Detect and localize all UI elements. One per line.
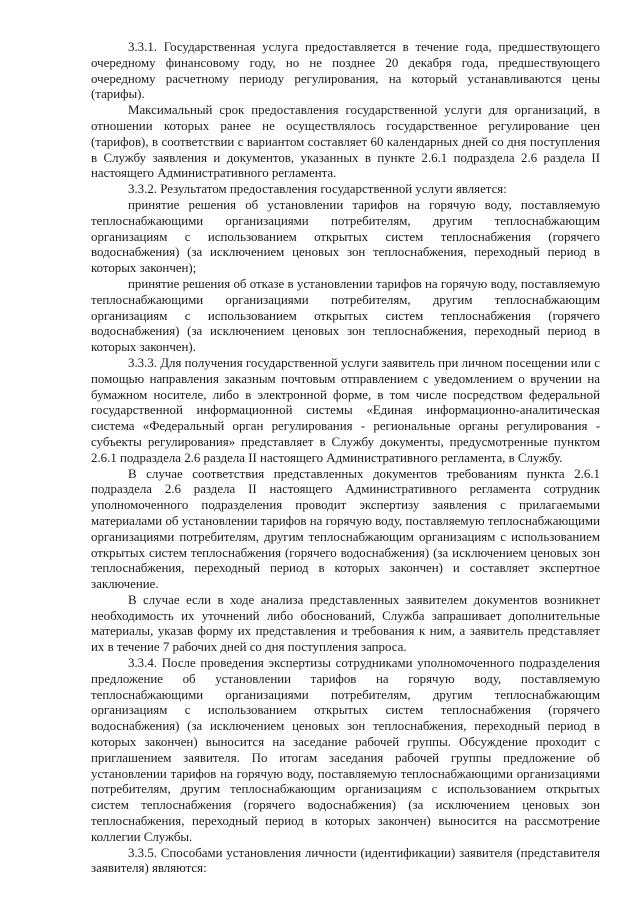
paragraph-clarifications: В случае если в ходе анализа представленных заявителем документов возникнет необходимость их уточнений либо обоснований, Служба запрашивает дополнительные материалы, указав форму их представления и требования к ним, а заявитель представляет их в течение 7 рабочих дней со дня поступления запроса.: [91, 592, 600, 655]
paragraph-expertise: В случае соответствия представленных документов требованиям пункта 2.6.1 подраздела 2.6 раздела II настоящего Административного регламента сотрудник уполномоченного подразделения проводит экспертизу заявления с прилагаемыми материалами об установлении тарифов на горячую воду, поставляемую теплоснабжающими организациями потребителям, другим теплоснабжающим организациям с использованием открытых систем теплоснабжения (горячего водоснабжения) (за исключением ценовых зон теплоснабжения, переходный период в которых закончен) и составляет экспертное заключение.: [91, 466, 600, 592]
document-page: [91, 40, 600, 877]
paragraph-max-term: Максимальный срок предоставления государственной услуги для организаций, в отношении которых ранее не осуществлялось государственное регулирование цен (тарифов), в соответствии с вариантом составляет 60 календарных дней со дня поступления в Службу заявления и документов, указанных в пункте 2.6.1 подраздела 2.6 раздела II настоящего Административного регламента.: [91, 103, 600, 181]
paragraph-3-3-5: 3.3.5. Способами установления личности (идентификации) заявителя (представителя заявителя) являются:: [91, 845, 600, 876]
paragraph-result-refusal: принятие решения об отказе в установлении тарифов на горячую воду, поставляемую теплоснабжающими организациями потребителям, другим теплоснабжающим организациям с использованием открытых систем теплоснабжения (горячего водоснабжения) (за исключением ценовых зон теплоснабжения, переходный период в которых закончен).: [91, 276, 600, 355]
paragraph-3-3-3: 3.3.3. Для получения государственной услуги заявитель при личном посещении или с помощью направления заказным почтовым отправлением с уведомлением о вручении на бумажном носителе, либо в электронной форме, в том числе посредством федеральной государственной информационной системы «Единая информационно-аналитическая система «Федеральный орган регулирования - региональные органы регулирования - субъекты регулирования» представляет в Службу документы, предусмотренные пунктом 2.6.1 подраздела 2.6 раздела II настоящего Административного регламента, в Службу.: [91, 355, 600, 465]
paragraph-result-approval: принятие решения об установлении тарифов на горячую воду, поставляемую теплоснабжающими организациями потребителям, другим теплоснабжающим организациям с использованием открытых систем теплоснабжения (горячего водоснабжения) (за исключением ценовых зон теплоснабжения, переходный период в которых закончен);: [91, 197, 600, 276]
paragraph-3-3-4: 3.3.4. После проведения экспертизы сотрудниками уполномоченного подразделения предложение об установлении тарифов на горячую воду, поставляемую теплоснабжающими организациями потребителям, другим теплоснабжающим организациям с использованием открытых систем теплоснабжения (горячего водоснабжения) (за исключением ценовых зон теплоснабжения, переходный период в которых закончен) выносится на заседание рабочей группы. Обсуждение проходит с приглашением заявителя. По итогам заседания рабочей группы предложение об установлении тарифов на горячую воду, поставляемую теплоснабжающими организациями потребителям, другим теплоснабжающим организациям с использованием открытых систем теплоснабжения (горячего водоснабжения) (за исключением ценовых зон теплоснабжения, переходный период в которых закончен) выносится на рассмотрение коллегии Службы.: [91, 656, 600, 844]
paragraph-3-3-2: 3.3.2. Результатом предоставления государственной услуги является:: [128, 182, 507, 197]
paragraph-3-3-1: 3.3.1. Государственная услуга предоставляется в течение года, предшествующего очередному финансовому году, но не позднее 20 декабря года, предшествующего очередному расчетному периоду регулирования, на который устанавливаются цены (тарифы).: [91, 40, 600, 102]
